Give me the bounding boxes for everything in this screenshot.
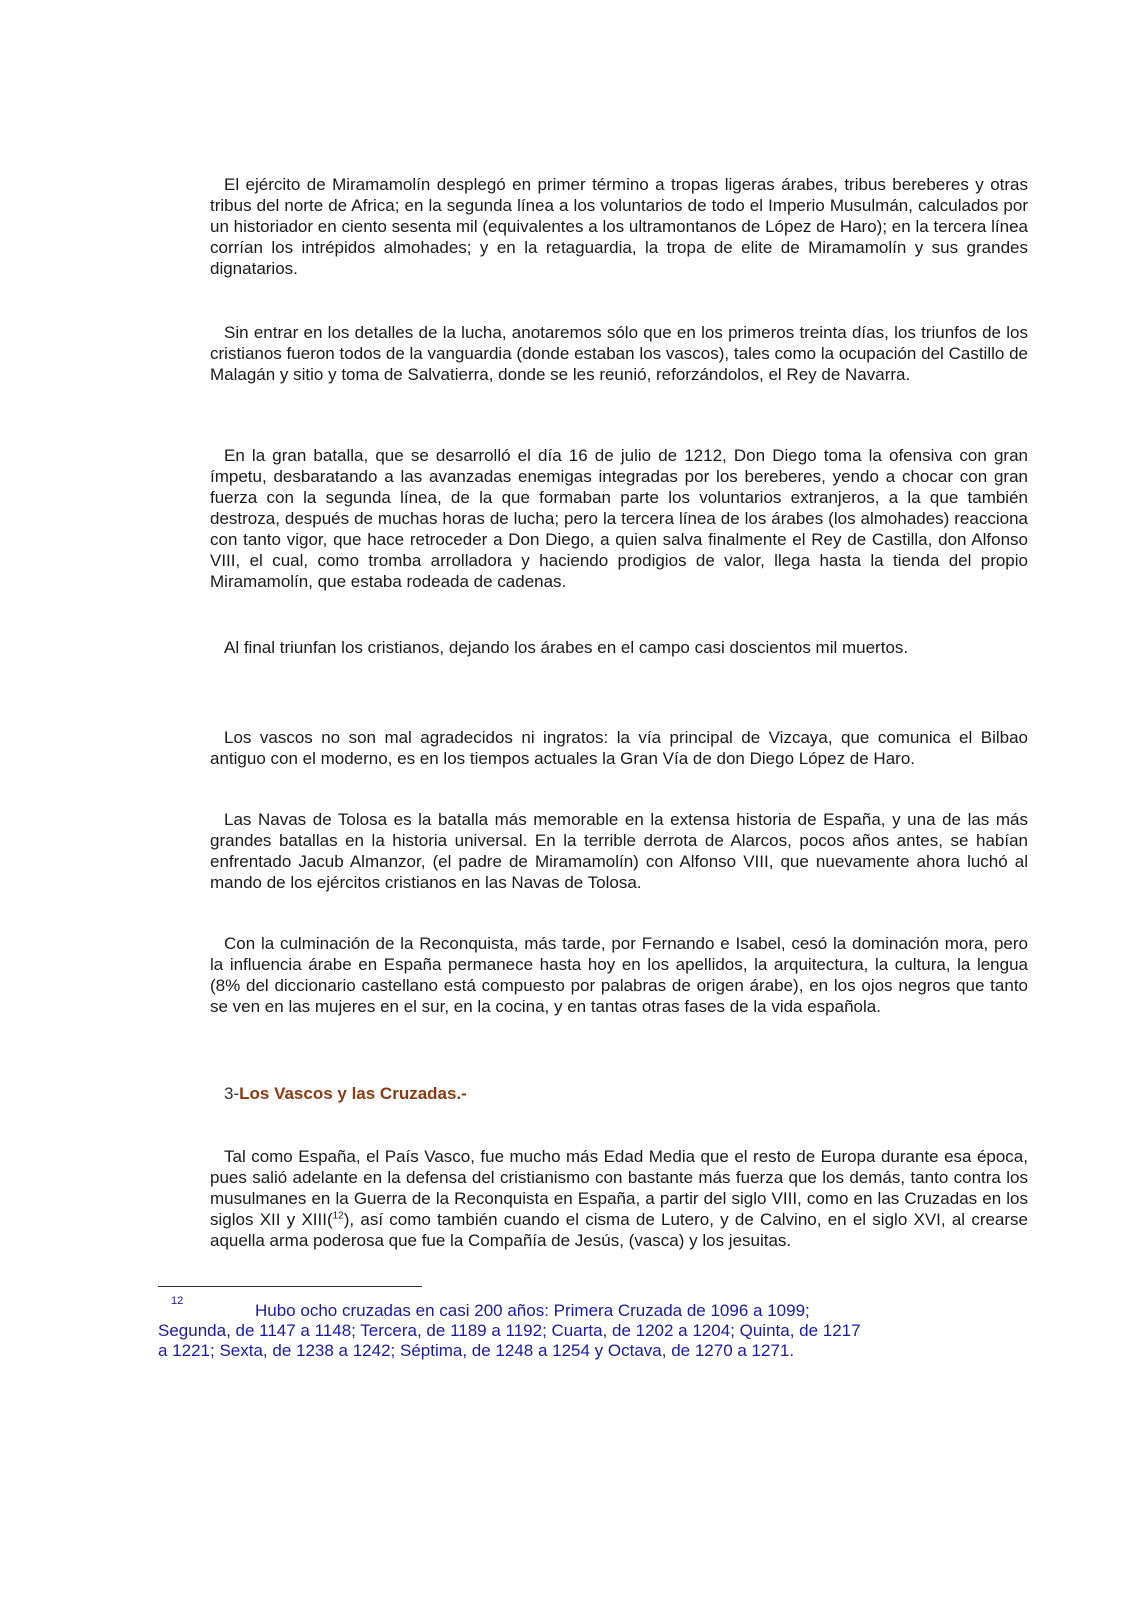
paragraph-navas-de-tolosa: Las Navas de Tolosa es la batalla más memorable en la extensa historia de España, y una de las más grandes batallas en la historia universal. En la terrible derrota de Alarcos, pocos años antes, se habían enfrentado Jacub Almanzor, (el padre de Miramamolín) con Alfonso VIII, que nuevamente ahora luchó al mando de los ejércitos cristianos en las Navas de Tolosa.: [210, 810, 1028, 892]
paragraph-christian-victory: Al final triunfan los cristianos, dejando los árabes en el campo casi doscientos mil muertos.: [224, 638, 909, 657]
paragraph-text-before-ref: Tal como España, el País Vasco, fue mucho más Edad Media que el resto de Europa durante esa época, pues salió adelante en la defensa del cristianismo con bastante más fuerza que los demás, tanto contra los musulmanes en la Guerra de la Reconquista en España, a partir del siglo VIII, como en las Cruzadas en los siglos XII y XIII(: [210, 1147, 1028, 1229]
section-title: Los Vascos y las Cruzadas.-: [239, 1084, 467, 1103]
paragraph-first-thirty-days: Sin entrar en los detalles de la lucha, anotaremos sólo que en los primeros treinta días, los triunfos de los cristianos fueron todos de la vanguardia (donde estaban los vascos), tales como la ocupación del Castillo de Malagán y sitio y toma de Salvatierra, donde se les reunió, reforzándolos, el Rey de Navarra.: [210, 323, 1028, 384]
paragraph-text-after-ref: ), así como también cuando el cisma de Lutero, y de Calvino, en el siglo XVI, al crearse aquella arma poderosa que fue la Compañía de Jesús, (vasca) y los jesuitas.: [210, 1210, 1029, 1250]
footnote-separator: [158, 1286, 422, 1287]
footnote-number: 12: [171, 1295, 184, 1307]
section-heading: [224, 1083, 467, 1104]
paragraph-basques-crusades: [210, 1146, 1028, 1251]
section-number: 3-: [224, 1084, 240, 1103]
paragraph-great-battle: En la gran batalla, que se desarrolló el día 16 de julio de 1212, Don Diego toma la ofensiva con gran ímpetu, desbaratando a las avanzadas enemigas integradas por los bereberes, yendo a chocar con gran fuerza con la segunda línea, de la que formaban parte los voluntarios extranjeros, a la que también destroza, después de muchas horas de lucha; pero la tercera línea de los árabes (los almohades) reacciona con tanto vigor, que hace retroceder a Don Diego, a quien salva finalmente el Rey de Castilla, don Alfonso VIII, el cual, como tromba arrolladora y haciendo prodigios de valor, llega hasta la tienda del propio Miramamolín, que estaba rodeada de cadenas.: [210, 446, 1028, 591]
footnote-reference[interactable]: 12: [332, 1210, 344, 1222]
paragraph-reconquista-culmination: Con la culminación de la Reconquista, más tarde, por Fernando e Isabel, cesó la dominación mora, pero la influencia árabe en España permanece hasta hoy en los apellidos, la arquitectura, la cultura, la lengua (8% del diccionario castellano está compuesto por palabras de origen árabe), en los ojos negros que tanto se ven en las mujeres en el sur, en la cocina, y en tantas otras fases de la vida española.: [210, 934, 1028, 1016]
paragraph-army-deployment: El ejército de Miramamolín desplegó en primer término a tropas ligeras árabes, tribus bereberes y otras tribus del norte de Africa; en la segunda línea a los voluntarios de todo el Imperio Musulmán, calculados por un historiador en ciento sesenta mil (equivalentes a los ultramontanos de López de Haro); en la tercera línea corrían los intrépidos almohades; y en la retaguardia, la tropa de elite de Miramamolín y sus grandes dignatarios.: [210, 175, 1028, 278]
paragraph-gran-via: Los vascos no son mal agradecidos ni ingratos: la vía principal de Vizcaya, que comunica el Bilbao antiguo con el moderno, es en los tiempos actuales la Gran Vía de don Diego López de Haro.: [210, 728, 1028, 768]
footnote-text: Hubo ocho cruzadas en casi 200 años: Primera Cruzada de 1096 a 1099; Segunda, de 1147 a 1148; Tercera, de 1189 a 1192; Cuarta, de 1202 a 1204; Quinta, de 1217 a 1221; Sexta, de 1238 a 1242; Séptima, de 1248 a 1254 y Octava, de 1270 a 1271.: [158, 1301, 861, 1360]
